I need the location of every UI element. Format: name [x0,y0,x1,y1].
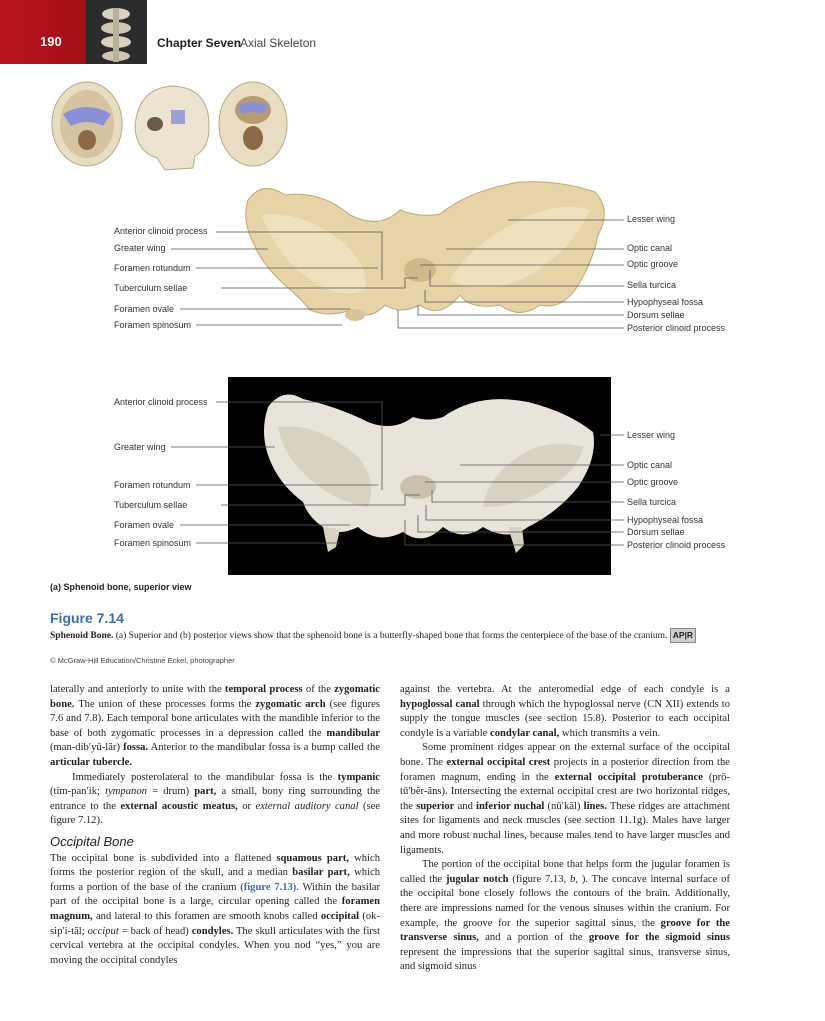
text-segment: The skull articulates with the first cervical vertebra at the occipital condyles. When you nod “yes,” you are moving the occipital condyles [50,925,380,966]
text-segment: . Within the basilar part of the occipital bone is a large, circular opening called the [50,881,380,908]
body-column-right [400,683,730,975]
text-segment: zygomatic bone. [50,684,381,710]
text-segment: of the [302,684,335,695]
text-segment: occiput [87,925,119,937]
photo-credit: © McGraw-Hill Education/Christine Eckel, photographer [50,656,235,665]
bottom-label-optic-canal: Optic canal [627,460,673,470]
bottom-label-foramen-ovale: Foramen ovale [114,520,175,530]
text-segment: external auditory canal [255,800,359,812]
skull-inferior-thumbnail-icon [219,82,287,166]
top-label-greater-wing: Greater wing [114,243,166,253]
text-segment: tympanic [337,771,380,783]
skull-lateral-thumbnail-icon [135,86,209,170]
text-segment: , b [563,873,576,885]
page-number: 190 [40,34,62,49]
text-segment: The union of these processes forms the [74,698,256,710]
text-segment: external acoustic meatus, [120,800,238,812]
text-segment: superior [416,800,455,812]
top-label-tuberculum-sellae: Tuberculum sellae [114,283,188,293]
figure-subcaption: (a) Sphenoid bone, superior view [50,582,192,592]
text-segment: projects in a posterior direction from the foramen magnum, ending in the [400,756,730,783]
text-segment: , ). The concave internal surface of the occipital bone closely follows the contours of the brain. Additionally, there are impressions named for the venous sinuses within the cranium. For example, the [400,873,730,929]
caption-text: (a) Superior and (b) posterior views show that the sphenoid bone is a butterfly-shaped bone that forms the centerpiece of the base of the cranium. [113,631,668,641]
text-segment: articular tubercle. [50,756,132,768]
paragraph [400,741,730,858]
text-segment: or [237,800,256,812]
text-segment: and lateral to this foramen are smooth knobs called [92,910,321,922]
text-segment: (man-dib′yū-lăr) [50,742,124,754]
text-segment: condylar canal, [490,727,560,739]
text-segment: fossa. [123,742,149,754]
text-segment: external occipital protuberance [554,771,703,783]
text-segment: against the vertebra. At the anteromedial edge of each condyle is a [400,684,730,695]
bottom-label-posterior-clinoid: Posterior clinoid process [627,540,726,550]
caption-bold: Sphenoid Bone. [50,631,114,641]
figure-caption [50,628,740,643]
text-segment: a small, bony ring surrounding the entrance to the [50,786,380,812]
header-thumbnail [86,0,147,64]
text-segment: (see figures 7.6 and 7.8). Each temporal bone articulates with the mandible inferior to the base of both zygomatic processes in a depression called the [50,698,380,739]
text-segment: groove for the transverse sinus, [400,917,730,944]
text-segment: The occipital bone is subdivided into a flattened [50,852,277,864]
text-segment: zygomatic arch [255,698,326,710]
text-segment: jugular notch [445,873,509,885]
vertebrae-thumbnail-icon [86,0,147,64]
text-segment: (tim-pan′ik; [50,786,106,798]
top-label-dorsum-sellae: Dorsum sellae [627,310,685,320]
chapter-title: Axial Skeleton [240,36,317,50]
skull-thumbnails [45,78,295,173]
text-segment: These ridges are attachment sites for ligaments and neck muscles (see section 11.1g). Males have larger and more robust nuchal lines, because males tend to have larger muscles and ligaments. [400,800,730,856]
text-segment: basilar part, [292,867,350,879]
apr-badge[interactable]: AP|R [670,628,696,643]
text-segment: (ok-sip′i-tăl; [50,910,380,937]
text-segment: (figure 7.13 [508,873,564,885]
text-segment: (nū′kăl) [544,800,584,812]
skull-superior-thumbnail-icon [52,82,122,166]
text-segment: which forms a portion of the base of the cranium [50,867,380,893]
text-segment: represent the impressions that the superior sagittal sinus, transverse sinus, and sigmoid sinus [400,946,730,973]
text-segment: = drum) [146,786,195,798]
text-segment: external occipital crest [446,756,551,768]
text-segment: (prō-tū′bĕr-ăns). Intersecting the external occipital crest are two horizontal ridges, the [400,771,730,812]
bottom-label-optic-groove: Optic groove [627,477,679,487]
text-segment: hypoglossal canal [400,698,480,710]
text-segment: tympanon [105,786,147,798]
text-segment: Some prominent ridges appear on the external surface of the occipital bone. The [400,742,730,768]
bottom-label-dorsum-sellae: Dorsum sellae [627,527,685,537]
text-segment: which forms the posterior region of the skull, and a median [50,852,380,879]
text-segment: the [636,917,661,929]
bottom-leader-lines [0,395,825,555]
bottom-label-anterior-clinoid: Anterior clinoid process [114,397,208,407]
top-label-anterior-clinoid: Anterior clinoid process [114,226,208,236]
section-heading: Occipital Bone [50,833,134,849]
top-label-lesser-wing: Lesser wing [627,214,676,224]
text-segment: groove for the superior sagittal sinus, [462,917,637,929]
text-segment: part, [194,786,217,798]
bottom-label-greater-wing: Greater wing [114,442,166,452]
top-label-foramen-spinosum: Foramen spinosum [114,320,192,330]
text-segment: condyles. [191,925,234,937]
paragraph [50,852,380,969]
top-label-posterior-clinoid: Posterior clinoid process [627,323,726,333]
paragraph [50,771,380,829]
text-segment: The portion of the occipital bone that helps form the jugular foramen is called the [400,859,730,885]
top-label-sella-turcica: Sella turcica [627,280,677,290]
text-segment: foramen magnum, [50,896,380,922]
text-segment: groove for the sigmoid sinus [588,932,731,944]
text-segment: laterally and anteriorly to unite with the [50,684,225,695]
bottom-label-tuberculum-sellae: Tuberculum sellae [114,500,188,510]
text-segment: occipital [320,910,360,922]
chapter-label: Chapter Seven [157,36,242,50]
text-segment: squamous part, [276,852,349,864]
body-column-left [50,683,380,968]
text-segment: Immediately posterolateral to the mandibular fossa is the [72,771,338,783]
top-label-foramen-ovale: Foramen ovale [114,304,175,314]
top-label-foramen-rotundum: Foramen rotundum [114,263,191,273]
bottom-label-foramen-spinosum: Foramen spinosum [114,538,192,548]
text-segment: through which the hypoglossal nerve (CN XII) extends to supply the tongue muscles (see section 15.8). Posterior to each occipital condyle is a variable [400,698,730,739]
bottom-label-sella-turcica: Sella turcica [627,497,677,507]
text-segment[interactable]: (figure 7.13) [240,881,297,893]
text-segment: and [454,800,477,812]
text-segment: Anterior to the mandibular fossa is a bump called the [148,742,381,754]
bottom-label-foramen-rotundum: Foramen rotundum [114,480,191,490]
top-label-optic-groove: Optic groove [627,259,679,269]
text-segment: temporal process [224,684,303,695]
paragraph [400,683,730,741]
text-segment: = back of head) [118,925,192,937]
text-segment: mandibular [326,727,380,739]
header-color-block [0,0,86,64]
text-segment: and a portion of the [478,932,589,944]
text-segment: lines. [583,800,607,812]
paragraph [50,683,380,771]
bottom-label-hypophyseal-fossa: Hypophyseal fossa [627,515,704,525]
figure-title: Figure 7.14 [50,610,124,626]
paragraph [400,858,730,975]
text-segment: inferior nuchal [476,800,545,812]
bottom-label-lesser-wing: Lesser wing [627,430,676,440]
text-segment: which transmits a vein. [559,727,661,739]
text-segment: (see figure 7.12). [50,800,381,827]
top-label-hypophyseal-fossa: Hypophyseal fossa [627,297,704,307]
top-label-optic-canal: Optic canal [627,243,673,253]
